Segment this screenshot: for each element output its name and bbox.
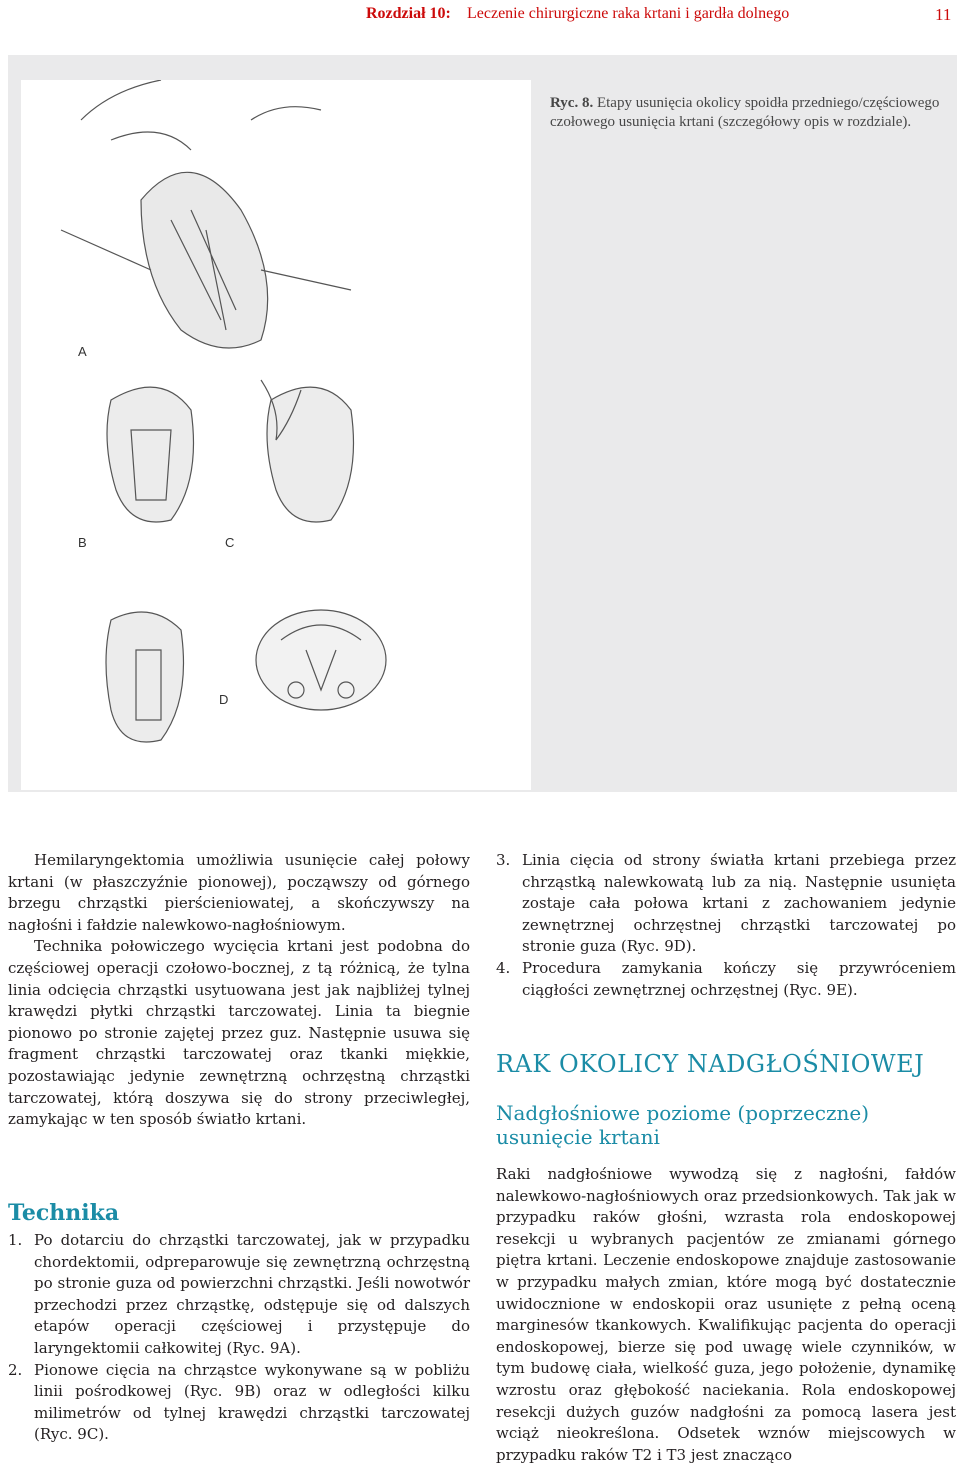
paragraph: Raki nadgłośniowe wywodzą się z nagłośni, fałdów nalewkowo-nagłośniowych oraz przedsionkowych. Tak jak w przypadku raków głośni, wzrasta rola endoskopowej resekcji u wybranych pacjentów ze zmianami górnego piętra krtani. Leczenie endoskopowe znajduje zastosowanie w przypadku małych zmian, które mogą być dostatecznie uwidocznione w endoskopii oraz usunięte z pełną oceną marginesów tkankowych. Kwalifikując pacjenta do operacji endoskopowej, bierze się pod uwagę wiele czynników, w tym budowę ciała, wielkość guza, jego położenie, dynamikę wzrostu oraz głębokość naciekania. Rola endoskopowej resekcji dużych guzów nadgłośni za pomocą lasera jest wciąż nieokreślona. Odsetek wznów miejscowych w przypadku raków T2 i T3 jest znacząco	[496, 1165, 956, 1464]
step-text: Pionowe cięcia na chrząstce wykonywane są w pobliżu linii pośrodkowej (Ryc. 9B) oraz w odległości kilku milimetrów od tylnej krawędzi chrząstki tarczowatej (Ryc. 9C).	[34, 1360, 470, 1444]
step-number: 4.	[496, 958, 511, 977]
chapter-label: Rozdział 10:	[366, 5, 451, 22]
panel-label-a: A	[78, 344, 87, 359]
page-number: 11	[935, 5, 952, 24]
panel-label-b: B	[78, 535, 87, 550]
steps-list-left	[8, 1230, 470, 1446]
step-item	[8, 1360, 470, 1446]
running-header	[0, 0, 960, 28]
paragraph: Technika połowiczego wycięcia krtani jest podobna do częściowej operacji czołowo-bocznej, z tą różnicą, że tylna linia odcięcia chrząstki usytuowana jest jak najbliżej tylnej krawędzi płytki chrząstki tarczowatej. Linia ta biegnie pionowo po stronie zajętej przez guz. Następnie usuwa się fragment chrząstki tarczowatej oraz tkanki miękkie, pozostawiając jedynie zewnętrzną ochrzęstną chrząstki tarczowatej, którą doszywa się do strony przeciwległej, zamykając w ten sposób światło krtani.	[8, 937, 470, 1129]
subsection-heading: Nadgłośniowe poziome (poprzeczne) usunięcie krtani	[496, 1101, 870, 1149]
step-item	[496, 850, 956, 958]
panel-label-c: C	[225, 535, 235, 550]
figure-illustration	[21, 80, 531, 790]
steps-list-right	[496, 850, 956, 1001]
paragraph: Hemilaryngektomia umożliwia usunięcie całej połowy krtani (w płaszczyźnie pionowej), począwszy od górnego brzegu chrząstki pierścieniowatej, a skończywszy na nagłośni i fałdzie nalewkowo-nagłośniowym.	[8, 851, 470, 934]
step-text: Po dotarciu do chrząstki tarczowatej, jak w przypadku chordektomii, odpreparowuje się zewnętrzną ochrzęstną po stronie guza od powierzchni chrząstki. Jeśli nowotwór przechodzi przez chrząstkę, odstępuje się od dalszych etapów operacji częściowej i przystępuje do laryngektomii całkowitej (Ryc. 9A).	[34, 1231, 470, 1357]
step-item	[8, 1230, 470, 1360]
caption-label: Ryc. 8.	[550, 95, 594, 111]
left-column	[8, 850, 470, 1131]
section-heading-technika: Technika	[8, 1200, 120, 1226]
figure-caption	[550, 94, 950, 132]
step-item	[496, 958, 956, 1001]
section-heading: RAK OKOLICY NADGŁOŚNIOWEJ	[496, 1050, 925, 1078]
surgical-illustration	[21, 80, 531, 790]
step-text: Procedura zamykania kończy się przywróceniem ciągłości zewnętrznej ochrzęstnej (Ryc. 9E).	[522, 958, 956, 999]
step-number: 2.	[8, 1360, 23, 1379]
step-text: Linia cięcia od strony światła krtani przebiega przez chrząstką nalewkowatą lub za nią. Następnie usunięta zostaje cała połowa krtani z zachowaniem jedynie zewnętrznej ochrzęstnej chrząstki tarczowatej po stronie guza (Ryc. 9D).	[522, 851, 956, 956]
right-column-body	[496, 1164, 956, 1466]
panel-label-d: D	[219, 692, 229, 707]
step-number: 3.	[496, 851, 511, 869]
step-number: 1.	[8, 1231, 23, 1249]
chapter-title: Leczenie chirurgiczne raka krtani i gardła dolnego	[467, 5, 790, 22]
caption-text: Etapy usunięcia okolicy spoidła przedniego/częściowego czołowego usunięcia krtani (szczegółowy opis w rozdziale).	[550, 95, 940, 130]
